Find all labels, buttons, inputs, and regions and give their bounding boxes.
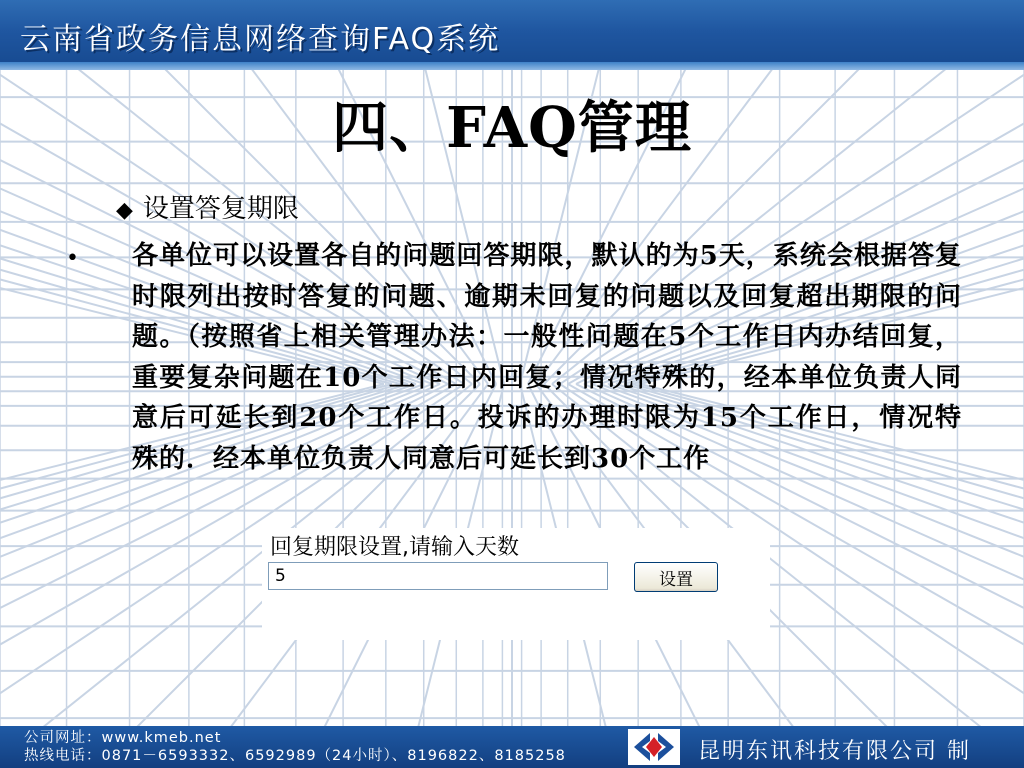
- days-input[interactable]: [268, 562, 608, 590]
- deadline-form-label: 回复期限设置,请输入天数: [270, 530, 523, 561]
- footer-company-name: 昆明东讯科技有限公司 制: [698, 739, 971, 764]
- slide-title: 四、FAQ管理: [332, 95, 692, 161]
- header-bar: [0, 0, 1024, 70]
- footer-contact: [24, 729, 566, 765]
- section-subheading: [116, 188, 299, 225]
- subheading-text: 设置答复期限: [142, 194, 299, 224]
- app-title: 云南省政务信息网络查询FAQ系统: [20, 22, 501, 57]
- body-paragraph: 各单位可以设置各自的问题回答期限，默认的为5天，系统会根据答复时限列出按时答复的问题、逾期未回复的问题以及回复超出期限的问题。（按照省上相关管理办法：一般性问题在5个工作日内办结回复，重要复杂问题在10个工作日内回复；情况特殊的，经本单位负责人同意后可延长到20个工作日。投诉的办理时限为15个工作日，情况特殊的．经本单位负责人同意后可延长到30个工作: [132, 241, 962, 474]
- diamond-bullet-icon: ◆: [116, 198, 133, 223]
- company-logo-icon: [628, 729, 680, 765]
- footer-bar: [0, 726, 1024, 768]
- set-button[interactable]: 设置: [634, 562, 718, 592]
- footer-website: 公司网址：www.kmeb.net: [24, 730, 222, 746]
- footer-phone: 热线电话：0871－6593332、6592989（24小时）、8196822、8185258: [24, 748, 566, 764]
- deadline-form-panel: [262, 528, 770, 640]
- bullet-dot-icon: •: [66, 246, 79, 271]
